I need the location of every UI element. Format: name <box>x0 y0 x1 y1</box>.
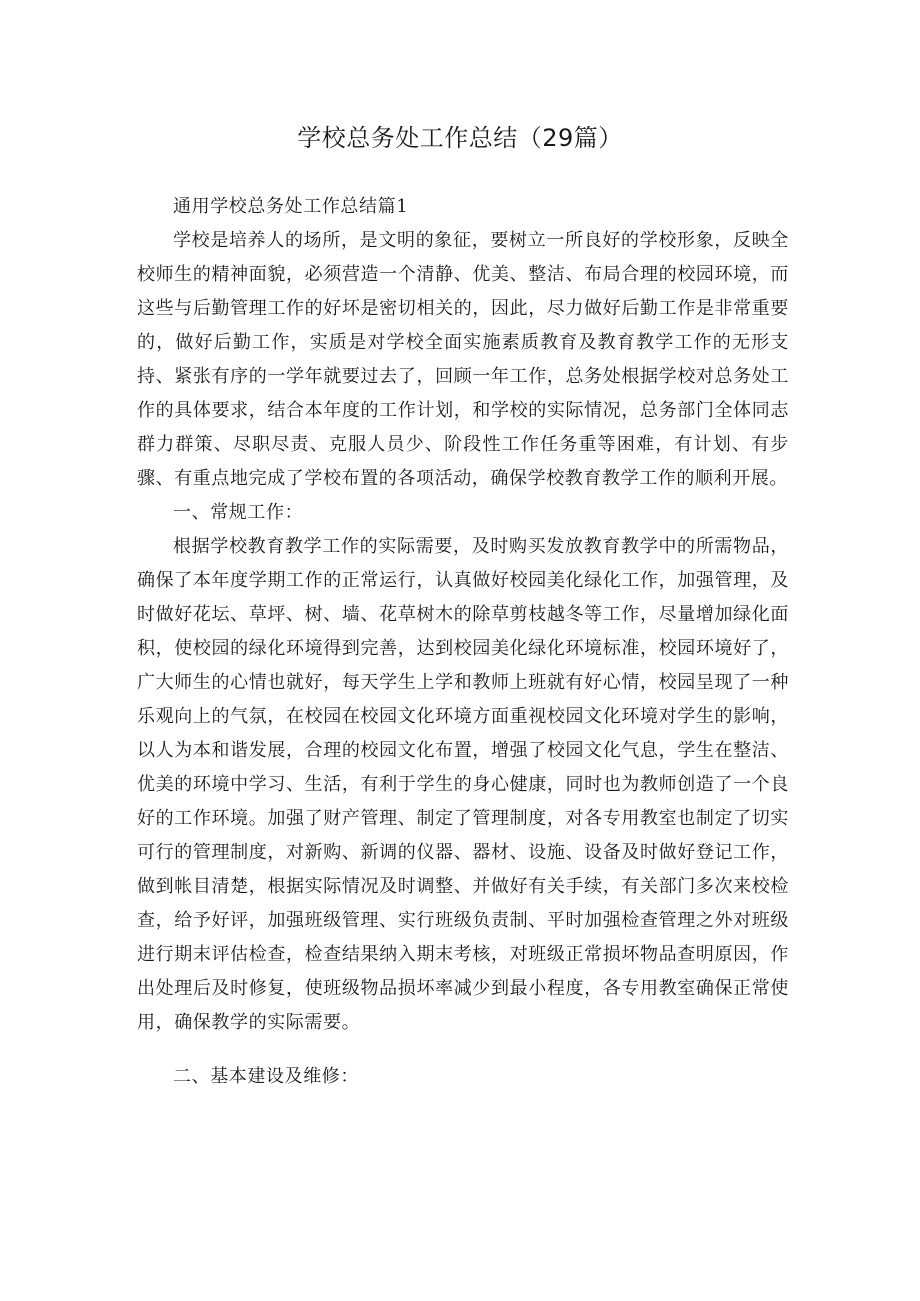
paragraph-intro: 学校是培养人的场所，是文明的象征，要树立一所良好的学校形象，反映全校师生的精神面貌，必须营造一个清静、优美、整洁、布局合理的校园环境，而这些与后勤管理工作的好坏是密切相关的，因此，尽力做好后勤工作是非常重要的，做好后勤工作，实质是对学校全面实施素质教育及教育教学工作的无形支持、紧张有序的一学年就要过去了，回顾一年工作，总务处根据学校对总务处工作的具体要求，结合本年度的工作计划，和学校的实际情况，总务部门全体同志群力群策、尽职尽责、克服人员少、阶段性工作任务重等困难，有计划、有步骤、有重点地完成了学校布置的各项活动，确保学校教育教学工作的顺利开展。 <box>137 230 789 489</box>
section-subtitle: 通用学校总务处工作总结篇1 <box>173 196 409 217</box>
document-body <box>137 190 789 1094</box>
heading-construction-maintenance: 二、基本建设及维修： <box>173 1066 359 1087</box>
heading-routine-work: 一、常规工作： <box>173 502 304 523</box>
paragraph-routine-work: 根据学校教育教学工作的实际需要，及时购买发放教育教学中的所需物品，确保了本年度学期工作的正常运行，认真做好校园美化绿化工作，加强管理，及时做好花坛、草坪、树、墙、花草树木的除草剪枝越冬等工作，尽量增加绿化面积，使校园的绿化环境得到完善，达到校园美化绿化环境标准，校园环境好了，广大师生的心情也就好，每天学生上学和教师上班就有好心情，校园呈现了一种乐观向上的气氛，在校园在校园文化环境方面重视校园文化环境对学生的影响，以人为本和谐发展，合理的校园文化布置，增强了校园文化气息，学生在整洁、优美的环境中学习、生活，有利于学生的身心健康，同时也为教师创造了一个良好的工作环境。加强了财产管理、制定了管理制度，对各专用教室也制定了切实可行的管理制度，对新购、新调的仪器、器材、设施、设备及时做好登记工作，做到帐目清楚，根据实际情况及时调整、并做好有关手续，有关部门多次来校检查，给予好评，加强班级管理、实行班级负责制、平时加强检查管理之外对班级进行期末评估检查，检查结果纳入期末考核，对班级正常损坏物品查明原因，作出处理后及时修复，使班级物品损坏率减少到最小程度，各专用教室确保正常使用，确保教学的实际需要。 <box>137 536 789 1033</box>
document-title: 学校总务处工作总结（29篇） <box>297 124 623 152</box>
